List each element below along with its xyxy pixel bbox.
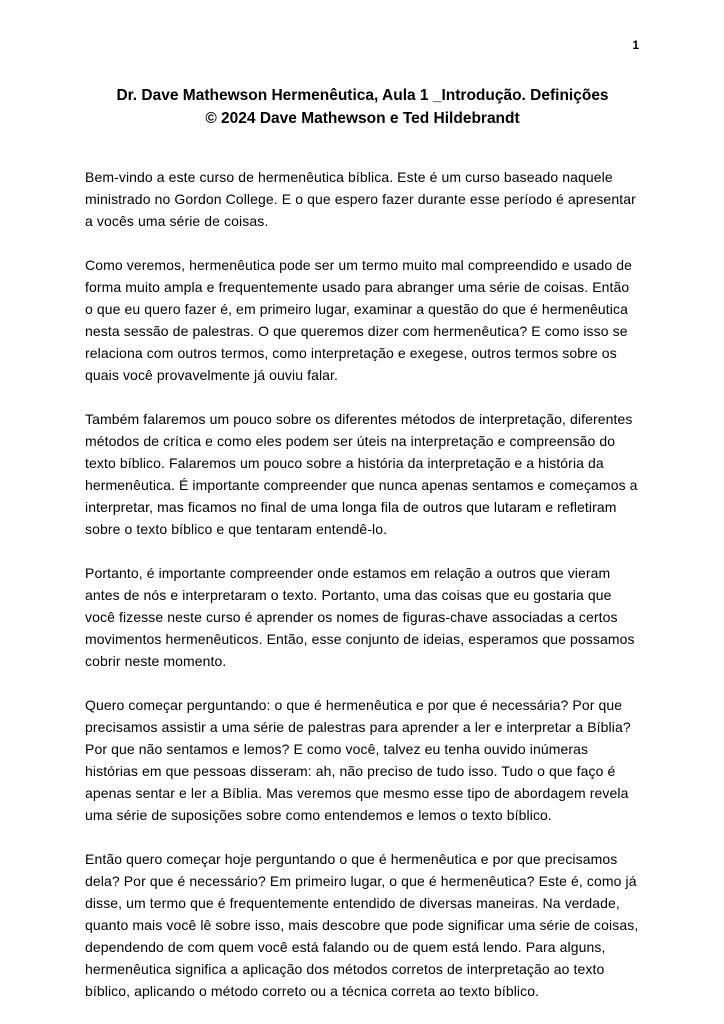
document-title [85,84,640,130]
body-paragraph-2: Como veremos, hermenêutica pode ser um termo muito mal compreendido e usado de forma muito ampla e frequentemente usado para abranger uma série de coisas. Então o que eu quero fazer é, em primeiro lugar, examinar a questão do que é hermenêutica nesta sessão de palestras. O que queremos dizer com hermenêutica? E como isso se relaciona com outros termos, como interpretação e exegese, outros termos sobre os quais você provavelmente já ouviu falar. [85,257,633,383]
body-paragraph-1: Bem-vindo a este curso de hermenêutica bíblica. Este é um curso baseado naquele ministrado no Gordon College. E o que espero fazer durante esse período é apresentar a vocês uma série de coisas. [85,169,636,229]
page-number: 1 [632,38,639,52]
title-line-2: © 2024 Dave Mathewson e Ted Hildebrandt [205,110,520,127]
body-paragraph-6: Então quero começar hoje perguntando o que é hermenêutica e por que precisamos dela? Por que é necessário? Em primeiro lugar, o que é hermenêutica? Este é, como já disse, um termo que é frequentemente entendido de diversas maneiras. Na verdade, quanto mais você lê sobre isso, mais descobre que pode significar uma série de coisas, dependendo de com quem você está falando ou de quem está lendo. Para alguns, hermenêutica significa a aplicação dos métodos corretos de interpretação ao texto bíblico, aplicando o método correto ou a técnica correta ao texto bíblico. [85,851,639,999]
body-paragraph-5: Quero começar perguntando: o que é hermenêutica e por que é necessária? Por que precisamos assistir a uma série de palestras para aprender a ler e interpretar a Bíblia? Por que não sentamos e lemos? E como você, talvez eu tenha ouvido inúmeras histórias em que pessoas disseram: ah, não preciso de tudo isso. Tudo o que faço é apenas sentar e ler a Bíblia. Mas veremos que mesmo esse tipo de abordagem revela uma série de suposições sobre como entendemos e lemos o texto bíblico. [85,697,631,823]
body-paragraph-3: Também falaremos um pouco sobre os diferentes métodos de interpretação, diferentes métodos de crítica e como eles podem ser úteis na interpretação e compreensão do texto bíblico. Falaremos um pouco sobre a história da interpretação e a história da hermenêutica. É importante compreender que nunca apenas sentamos e começamos a interpretar, mas ficamos no final de uma longa fila de outros que lutaram e refletiram sobre o texto bíblico e que tentaram entendê-lo. [85,411,638,537]
page-content [85,84,640,1024]
document-body [85,166,640,1002]
title-line-1: Dr. Dave Mathewson Hermenêutica, Aula 1 _Introdução. Definições [116,87,609,104]
body-paragraph-4: Portanto, é importante compreender onde estamos em relação a outros que vieram antes de nós e interpretaram o texto. Portanto, uma das coisas que eu gostaria que você fizesse neste curso é aprender os nomes de figuras-chave associadas a certos movimentos hermenêuticos. Então, esse conjunto de ideias, esperamos que possamos cobrir neste momento. [85,565,635,669]
